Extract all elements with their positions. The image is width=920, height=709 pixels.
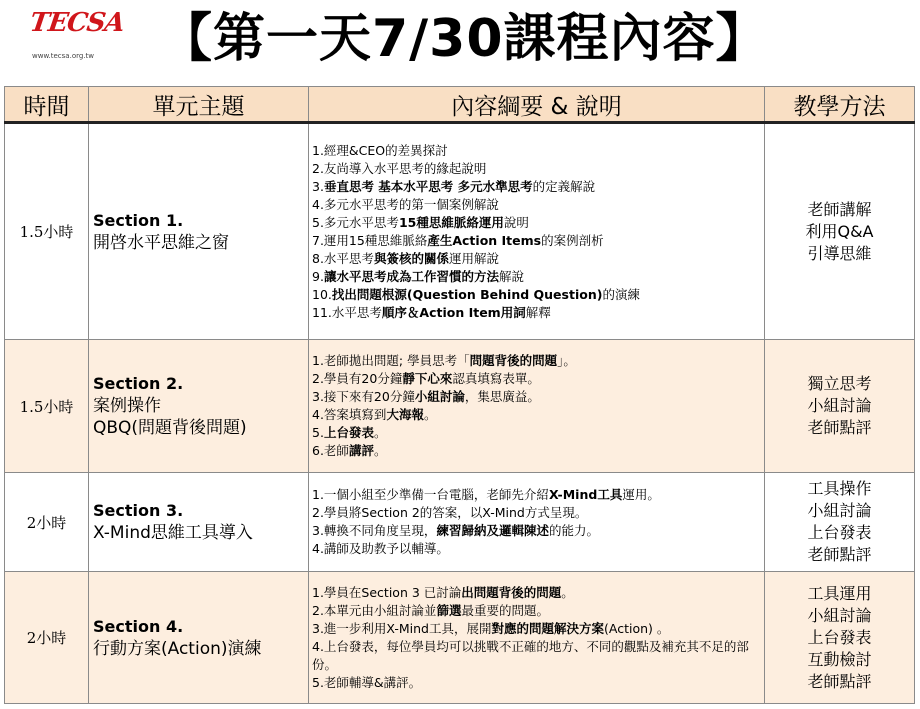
content-emphasis: 大海報 <box>386 407 424 422</box>
unit-title: Section 3. <box>93 501 184 520</box>
content-text: 認真填寫表單。 <box>452 371 540 386</box>
content-line <box>312 370 761 388</box>
table-row <box>5 340 915 473</box>
content-emphasis: 產生Action Items <box>427 232 542 248</box>
method-cell <box>765 473 915 572</box>
method-cell <box>765 572 915 704</box>
content-line <box>312 442 761 460</box>
content-text: 2.學員有20分鐘 <box>312 371 403 386</box>
content-text: 運用。 <box>622 487 660 502</box>
content-text: 。 <box>561 584 574 600</box>
method-item: 互動檢討 <box>807 649 872 669</box>
content-line <box>312 214 761 232</box>
column-header-unit: 單元主題 <box>89 87 309 123</box>
content-emphasis: X-Mind工具 <box>548 487 623 502</box>
content-text: 2.友尚導入水平思考的緣起說明 <box>312 160 487 176</box>
content-emphasis: 15種思維脈絡運用 <box>398 214 504 230</box>
content-line <box>312 540 761 558</box>
content-line <box>312 424 761 442</box>
content-emphasis: 上台發表 <box>323 425 374 440</box>
logo-url: www.tecsa.org.tw <box>32 52 94 60</box>
content-emphasis: 小組討論 <box>414 389 465 404</box>
content-line <box>312 250 761 268</box>
content-text: 說明 <box>503 214 529 230</box>
content-line <box>312 504 761 522</box>
content-line <box>312 232 761 250</box>
method-item: 小組討論 <box>807 501 872 520</box>
unit-cell <box>89 572 309 704</box>
table-row <box>5 473 915 572</box>
content-text: 。 <box>373 425 387 440</box>
method-item: 小組討論 <box>807 605 872 625</box>
content-text: 8.水平思考 <box>312 250 374 266</box>
content-text: 運用解說 <box>448 250 499 266</box>
content-emphasis: 出問題背後的問題 <box>461 584 562 600</box>
content-emphasis: 與簽核的關係 <box>373 250 449 266</box>
content-text: 4.答案填寫到 <box>312 407 387 422</box>
content-text: 1.經理&CEO的差異探討 <box>312 142 448 158</box>
content-text: 1.一個小組至少準備一台電腦，老師先介紹 <box>312 487 549 502</box>
method-item: 利用Q&A <box>805 221 874 241</box>
content-line <box>312 620 761 638</box>
method-item: 老師講解 <box>807 199 872 219</box>
content-cell <box>309 572 765 704</box>
content-text: 4.多元水平思考的第一個案例解說 <box>312 196 499 212</box>
logo-text: TECSA <box>27 8 126 38</box>
unit-subtitle: 開啓水平思維之窗 <box>93 232 229 253</box>
content-text: 1.老師拋出問題; 學員思考「 <box>312 353 470 368</box>
content-text: 2.本單元由小組討論並 <box>312 602 437 618</box>
method-cell <box>765 123 915 340</box>
method-item: 老師點評 <box>807 545 872 564</box>
method-item: 上台發表 <box>807 627 872 647</box>
content-line <box>312 304 761 322</box>
method-item: 獨立思考 <box>807 374 872 393</box>
unit-title: Section 1. <box>93 210 184 230</box>
content-text: 的能力。 <box>548 523 599 538</box>
content-cell <box>309 473 765 572</box>
content-line <box>312 286 761 304</box>
table-body <box>5 123 915 704</box>
content-cell <box>309 123 765 340</box>
content-line <box>312 638 761 674</box>
time-cell: 1.5小時 <box>5 123 89 340</box>
content-text: 最重要的問題。 <box>461 602 549 618</box>
method-item: 上台發表 <box>807 523 872 542</box>
content-text: 1.學員在Section 3 已討論 <box>312 584 462 600</box>
content-text: (Action) 。 <box>604 620 670 636</box>
content-line <box>312 674 761 692</box>
content-text: ，集思廣益。 <box>464 389 540 404</box>
content-text: 11.水平思考 <box>312 304 382 320</box>
content-text: 3.轉換不同角度呈現， <box>312 523 437 538</box>
column-header-time: 時間 <box>5 87 89 123</box>
content-text: 2.學員將Section 2的答案，以X-Mind方式呈現。 <box>312 505 588 520</box>
method-item: 引導思維 <box>807 243 872 263</box>
time-cell: 2小時 <box>5 572 89 704</box>
content-text: 的案例剖析 <box>541 232 604 248</box>
content-text: 7.運用15種思維脈絡 <box>312 232 428 248</box>
content-line <box>312 406 761 424</box>
content-line <box>312 486 761 504</box>
table-row <box>5 123 915 340</box>
content-line <box>312 268 761 286</box>
unit-title: Section 4. <box>93 616 184 636</box>
table-header-row <box>5 87 915 123</box>
content-text: 4.上台發表，每位學員均可以挑戰不正確的地方、不同的觀點及補充其不足的部份。 <box>312 638 749 672</box>
content-text: 5.多元水平思考 <box>312 214 399 230</box>
unit-cell <box>89 123 309 340</box>
unit-subtitle: 行動方案(Action)演練 <box>93 638 262 659</box>
content-text: 3.進一步利用X-Mind工具，展開 <box>312 620 492 636</box>
content-emphasis: 問題背後的問題 <box>469 353 558 368</box>
content-line <box>312 388 761 406</box>
content-text: 9. <box>312 268 324 284</box>
time-cell: 1.5小時 <box>5 340 89 473</box>
content-line <box>312 196 761 214</box>
content-text: 3.接下來有20分鐘 <box>312 389 415 404</box>
table-row <box>5 572 915 704</box>
course-schedule-table <box>4 86 915 704</box>
content-line <box>312 584 761 602</box>
content-emphasis: 靜下心來 <box>402 371 453 386</box>
content-line <box>312 352 761 370</box>
page-title: 【第一天7/30課程內容】 <box>160 9 769 69</box>
content-emphasis: 練習歸納及邏輯陳述 <box>436 523 549 538</box>
content-cell <box>309 340 765 473</box>
content-emphasis: 找出問題根源(Question Behind Question) <box>331 286 603 302</box>
content-line <box>312 142 761 160</box>
method-item: 老師點評 <box>807 671 872 691</box>
content-text: 。 <box>373 443 387 458</box>
time-cell: 2小時 <box>5 473 89 572</box>
unit-subtitle: 案例操作 <box>93 396 161 416</box>
content-text: 的定義解說 <box>532 178 596 194</box>
unit-title: Section 2. <box>93 374 184 393</box>
content-text: 5.老師輔導&講評。 <box>312 674 422 690</box>
content-text: 10. <box>312 286 332 302</box>
content-emphasis: 順序＆Action Item用詞 <box>381 304 526 320</box>
content-text: 解釋 <box>525 304 551 320</box>
content-line <box>312 178 761 196</box>
page-header <box>0 0 920 86</box>
unit-subtitle: QBQ(問題背後問題) <box>93 418 247 438</box>
column-header-method: 教學方法 <box>765 87 915 123</box>
content-text: 。 <box>423 407 437 422</box>
content-text: 」。 <box>557 353 576 368</box>
content-text: 3. <box>312 178 324 194</box>
content-emphasis: 對應的問題解決方案 <box>491 620 605 636</box>
method-cell <box>765 340 915 473</box>
unit-subtitle: X-Mind思維工具導入 <box>93 523 253 543</box>
content-text: 5. <box>312 425 324 440</box>
content-emphasis: 讓水平思考成為工作習慣的方法 <box>323 268 499 284</box>
content-text: 4.講師及助教予以輔導。 <box>312 541 449 556</box>
content-emphasis: 講評 <box>348 443 374 458</box>
method-item: 工具操作 <box>807 479 872 498</box>
unit-cell <box>89 340 309 473</box>
content-text: 6.老師 <box>312 443 349 458</box>
content-text: 解說 <box>498 268 524 284</box>
method-item: 小組討論 <box>807 396 872 415</box>
content-emphasis: 篩選 <box>436 602 462 618</box>
content-emphasis: 垂直思考 基本水平思考 多元水準思考 <box>323 178 533 194</box>
content-line <box>312 160 761 178</box>
content-line <box>312 522 761 540</box>
content-line <box>312 602 761 620</box>
method-item: 老師點評 <box>807 418 872 437</box>
tecsa-logo <box>27 6 126 68</box>
content-text: 的演練 <box>602 286 640 302</box>
method-item: 工具運用 <box>807 583 872 603</box>
unit-cell <box>89 473 309 572</box>
column-header-content: 內容綱要 & 說明 <box>309 87 765 123</box>
